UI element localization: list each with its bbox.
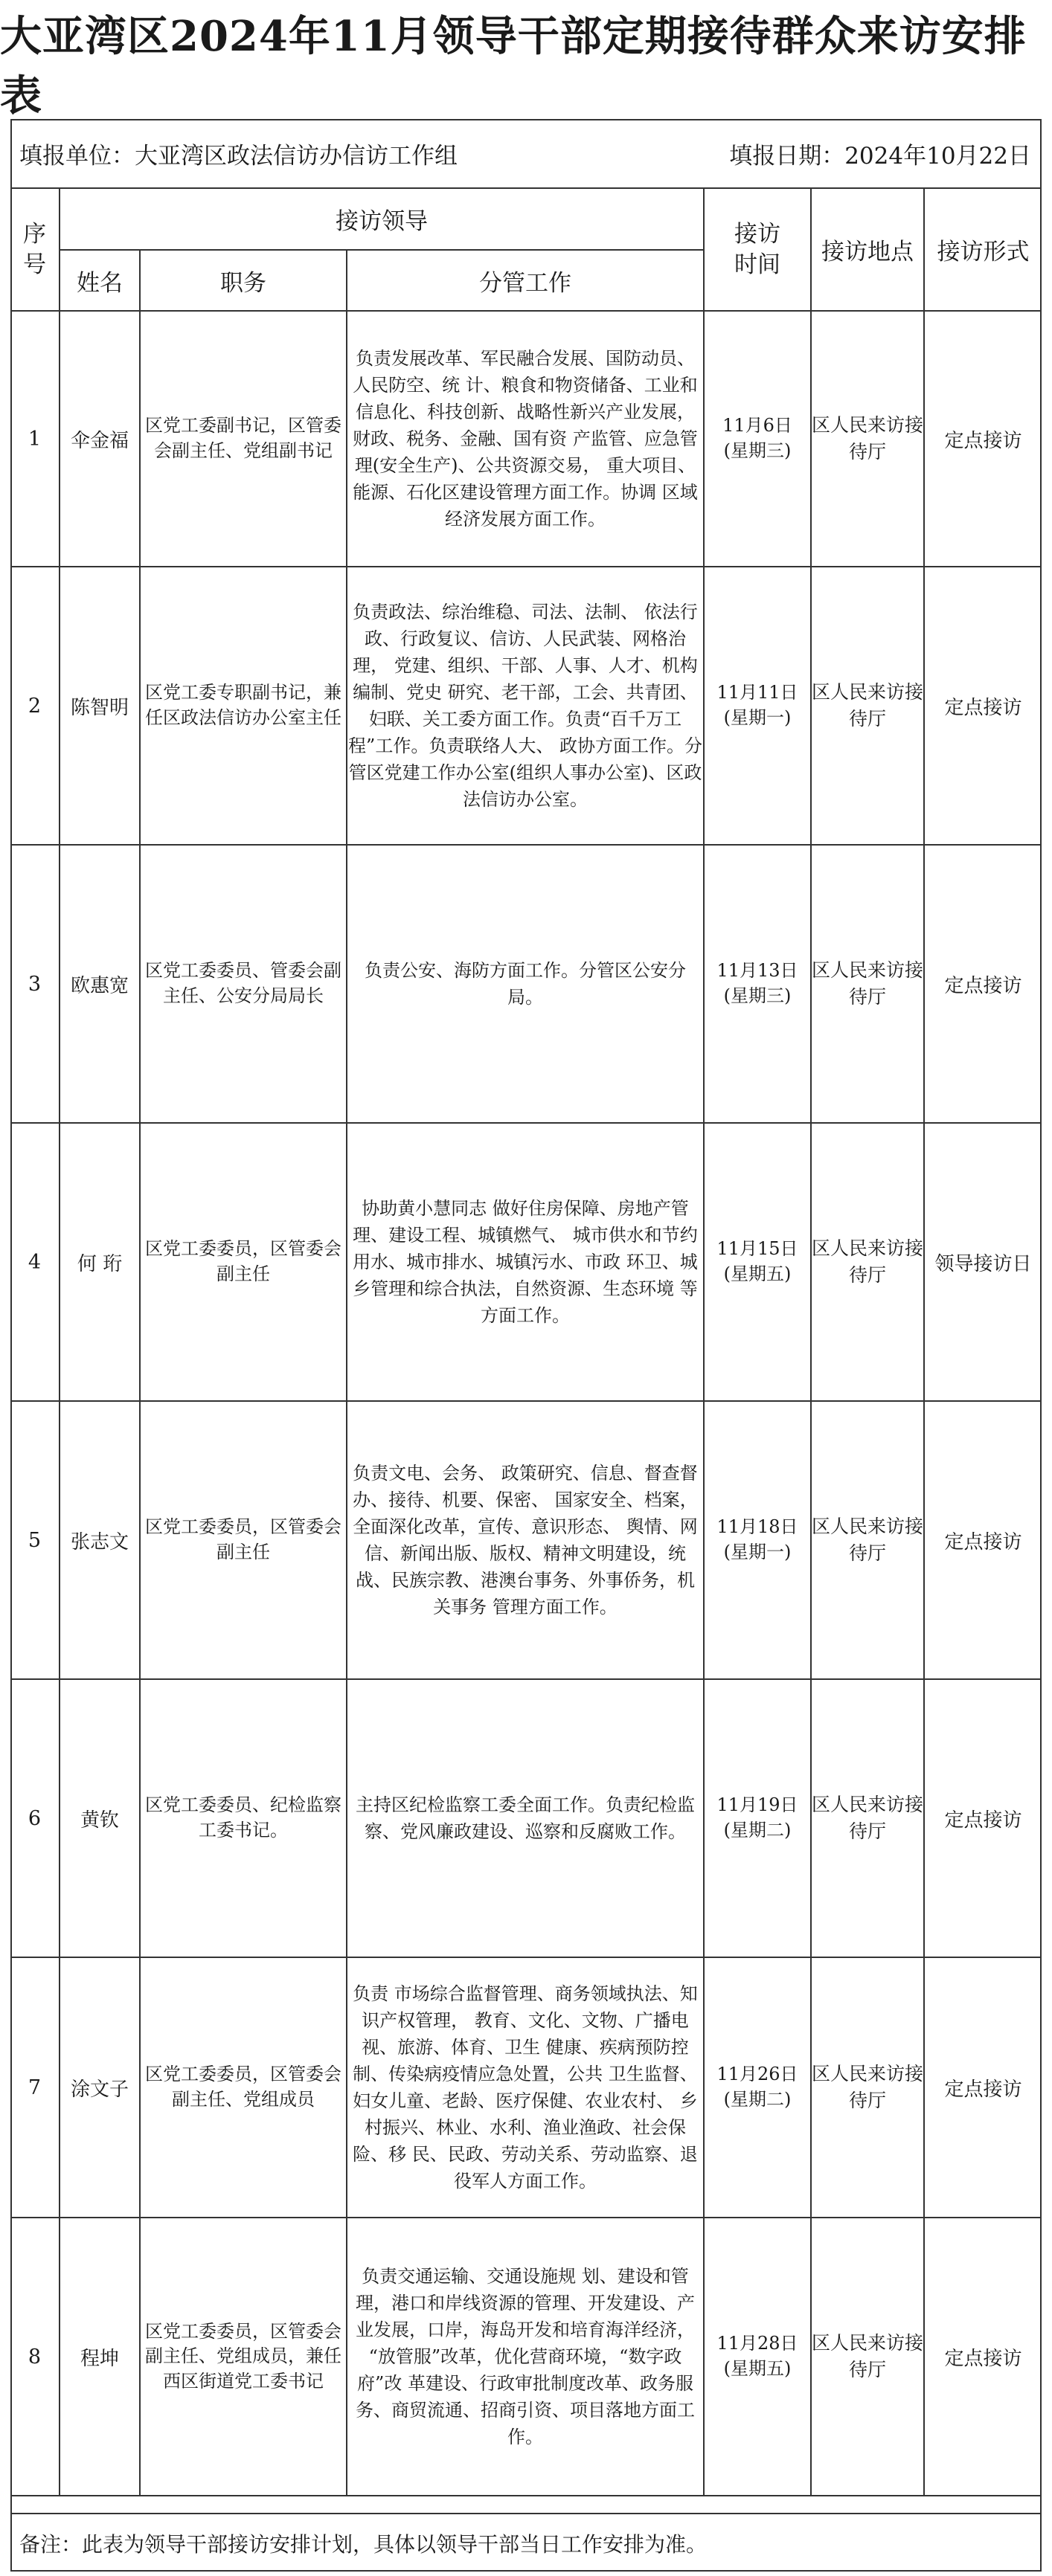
table-row xyxy=(10,311,1042,567)
h-time-text: 接访 时间 xyxy=(734,221,780,278)
page-title: 大亚湾区2024年11月领导干部定期接待群众来访安排表 xyxy=(0,12,1027,120)
cell-time xyxy=(704,1679,811,1957)
cell-mode: 定点接访 xyxy=(924,2218,1042,2496)
cell-seq: 8 xyxy=(10,2218,60,2496)
cell-place: 区人民来访接待厅 xyxy=(811,1123,924,1401)
cell-work: 负责发展改革、军民融合发展、国防动员、人民防空、统 计、粮食和物资储备、工业和信息化、科技创新、战略性新兴产业发展，财政、税务、金融、国有资 产监管、应急管理(安全生产)、公共资源交易， 重大项目、能源、石化区建设管理方面工作。协调 区域经济发展方面工作。 xyxy=(347,311,704,567)
visit-weekday: (星期五) xyxy=(723,2358,792,2379)
date-value: 2024年10月22日 xyxy=(844,142,1031,170)
cell-duty: 区党工委副书记，区管委会副主任、党组副书记 xyxy=(140,311,347,567)
table-row xyxy=(10,845,1042,1123)
cell-seq: 6 xyxy=(10,1679,60,1957)
visit-weekday: (星期二) xyxy=(723,2089,792,2110)
cell-mode: 定点接访 xyxy=(924,1401,1042,1679)
header-place: 接访地点 xyxy=(811,189,924,311)
table-row xyxy=(10,1401,1042,1679)
table-row xyxy=(10,1679,1042,1957)
cell-duty: 区党工委专职副书记，兼任区政法信访办公室主任 xyxy=(140,567,347,845)
table-row xyxy=(10,1957,1042,2218)
cell-place: 区人民来访接待厅 xyxy=(811,1679,924,1957)
visit-weekday: (星期三) xyxy=(723,985,792,1006)
header-duty: 职务 xyxy=(140,250,347,311)
visit-weekday: (星期一) xyxy=(723,1542,792,1562)
cell-mode: 定点接访 xyxy=(924,845,1042,1123)
h-seq-text: 序 号 xyxy=(23,221,46,278)
visit-date: 11月28日 xyxy=(716,2333,798,2354)
visit-weekday: (星期三) xyxy=(723,440,792,461)
visit-date: 11月18日 xyxy=(716,1516,798,1538)
cell-name: 程坤 xyxy=(60,2218,140,2496)
visit-date: 11月15日 xyxy=(716,1238,798,1260)
cell-time xyxy=(704,2218,811,2496)
unit-label: 填报单位： xyxy=(19,142,135,170)
cell-work: 负责 市场综合监督管理、商务领域执法、知识产权管理， 教育、文化、文物、广播电视、旅游、体育、卫生 健康、疾病预防控制、传染病疫情应急处置，公共 卫生监督、妇女儿童、老龄、医疗保健、农业农村、 乡村振兴、林业、水利、渔业渔政、社会保险、移 民、民政、劳动关系、劳动监察、退役军人方面工作。 xyxy=(347,1957,704,2218)
visit-date: 11月19日 xyxy=(716,1794,798,1816)
cell-time xyxy=(704,845,811,1123)
cell-place: 区人民来访接待厅 xyxy=(811,567,924,845)
cell-mode: 定点接访 xyxy=(924,567,1042,845)
cell-name: 伞金福 xyxy=(60,311,140,567)
cell-duty: 区党工委委员，区管委会副主任、党组成员 xyxy=(140,1957,347,2218)
cell-time xyxy=(704,311,811,567)
header-leader-group: 接访领导 xyxy=(60,189,704,250)
cell-duty: 区党工委委员，区管委会副主任 xyxy=(140,1123,347,1401)
cell-name: 张志文 xyxy=(60,1401,140,1679)
cell-name: 涂文子 xyxy=(60,1957,140,2218)
reporting-unit xyxy=(19,137,458,170)
cell-name: 陈智明 xyxy=(60,567,140,845)
cell-place: 区人民来访接待厅 xyxy=(811,845,924,1123)
schedule-table xyxy=(10,189,1042,2496)
visit-weekday: (星期二) xyxy=(723,1820,792,1841)
cell-time xyxy=(704,567,811,845)
cell-work: 负责政法、综治维稳、司法、法制、 依法行政、行政复议、信访、人民武装、网格治理， 党建、组织、干部、人事、人才、机构编制、党史 研究、老干部，工会、共青团、妇联、关工委方面工作。负责“百千万工程”工作。负责联络人大、 政协方面工作。分管区党建工作办公室(组织人事办公室)、区政 法信访办公室。 xyxy=(347,567,704,845)
cell-time xyxy=(704,1401,811,1679)
visit-date: 11月26日 xyxy=(716,2064,798,2085)
cell-seq: 2 xyxy=(10,567,60,845)
cell-duty: 区党工委委员，区管委会副主任、党组成员，兼任西区街道党工委书记 xyxy=(140,2218,347,2496)
table-row xyxy=(10,2218,1042,2496)
cell-place: 区人民来访接待厅 xyxy=(811,2218,924,2496)
cell-work: 主持区纪检监察工委全面工作。负责纪检监察、党风廉政建设、巡察和反腐败工作。 xyxy=(347,1679,704,1957)
visit-date: 11月6日 xyxy=(722,415,792,437)
visit-date: 11月13日 xyxy=(716,960,798,982)
header-name: 姓名 xyxy=(60,250,140,311)
cell-work: 负责文电、会务、 政策研究、信息、督查督办、接待、机要、保密、 国家安全、档案，全面深化改革，宣传、意识形态、 舆情、网信、新闻出版、版权、精神文明建设，统 战、民族宗教、港澳台事务、外事侨务，机关事务 管理方面工作。 xyxy=(347,1401,704,1679)
cell-seq: 1 xyxy=(10,311,60,567)
info-row xyxy=(10,119,1042,189)
header-mode: 接访形式 xyxy=(924,189,1042,311)
cell-work: 负责交通运输、交通设施规 划、建设和管理，港口和岸线资源的管理、开发建设、产业发展，口岸，海岛开发和培育海洋经济， “放管服”改革，优化营商环境，“数字政府”改 革建设、行政审批制度改革、政务服务、商贸流通、招商引资、项目落地方面工作。 xyxy=(347,2218,704,2496)
cell-duty: 区党工委委员、管委会副主任、公安分局局长 xyxy=(140,845,347,1123)
cell-seq: 5 xyxy=(10,1401,60,1679)
cell-mode: 定点接访 xyxy=(924,1957,1042,2218)
visit-weekday: (星期一) xyxy=(723,707,792,728)
cell-time xyxy=(704,1123,811,1401)
cell-place: 区人民来访接待厅 xyxy=(811,1957,924,2218)
table-row xyxy=(10,567,1042,845)
cell-mode: 领导接访日 xyxy=(924,1123,1042,1401)
cell-work: 负责公安、海防方面工作。分管区公安分局。 xyxy=(347,845,704,1123)
cell-place: 区人民来访接待厅 xyxy=(811,311,924,567)
unit-value: 大亚湾区政法信访办信访工作组 xyxy=(135,142,458,170)
cell-mode: 定点接访 xyxy=(924,311,1042,567)
visit-date: 11月11日 xyxy=(716,682,798,703)
header-seq xyxy=(10,189,60,311)
header-time xyxy=(704,189,811,311)
visit-weekday: (星期五) xyxy=(723,1263,792,1284)
cell-name: 黄钦 xyxy=(60,1679,140,1957)
cell-place: 区人民来访接待厅 xyxy=(811,1401,924,1679)
cell-mode: 定点接访 xyxy=(924,1679,1042,1957)
cell-time xyxy=(704,1957,811,2218)
reporting-date xyxy=(729,137,1031,170)
cell-duty: 区党工委委员，区管委会副主任 xyxy=(140,1401,347,1679)
date-label: 填报日期： xyxy=(729,142,845,170)
cell-seq: 4 xyxy=(10,1123,60,1401)
footnote: 备注：此表为领导干部接访安排计划，具体以领导干部当日工作安排为准。 xyxy=(10,2513,1042,2572)
cell-name: 欧惠宽 xyxy=(60,845,140,1123)
cell-seq: 7 xyxy=(10,1957,60,2218)
table-row xyxy=(10,1123,1042,1401)
cell-duty: 区党工委委员、纪检监察工委书记。 xyxy=(140,1679,347,1957)
cell-name: 何 珩 xyxy=(60,1123,140,1401)
cell-work: 协助黄小慧同志 做好住房保障、房地产管理、建设工程、城镇燃气、 城市供水和节约用水、城市排水、城镇污水、市政 环卫、城乡管理和综合执法，自然资源、生态环境 等方面工作。 xyxy=(347,1123,704,1401)
header-work: 分管工作 xyxy=(347,250,704,311)
cell-seq: 3 xyxy=(10,845,60,1123)
